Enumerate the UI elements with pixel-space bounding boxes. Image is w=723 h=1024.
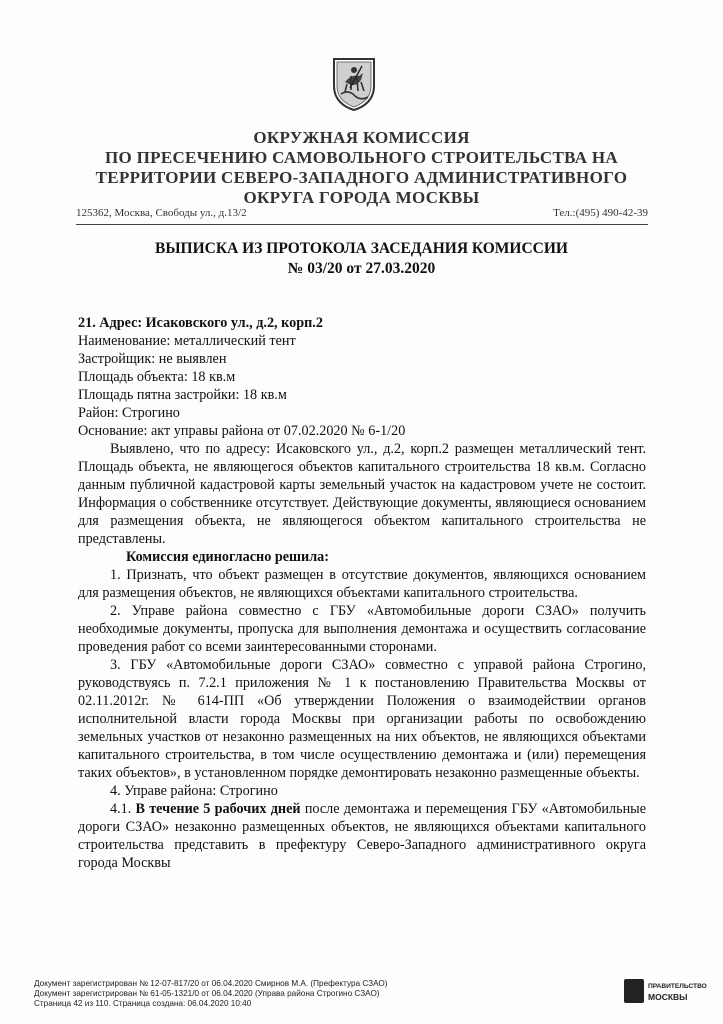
moscow-coat-of-arms-icon: [331, 56, 377, 112]
document-title: ВЫПИСКА ИЗ ПРОТОКОЛА ЗАСЕДАНИЯ КОМИССИИ: [155, 240, 568, 257]
decision-2: 2. Управе района совместно с ГБУ «Автомобильные дороги СЗАО» получить необходимые документы, пропуска для выполнения демонтажа и осуществить согласование проведения работ со всеми заинтересованными сторонами.: [78, 603, 646, 655]
decision-4-1-text: после демонтажа и перемещения ГБУ «Автомобильные дороги СЗАО» незаконно размещенных объектов, не являющихся объектами капитального строительства представить в префектуру Северо-Западного административного округа города Москвы: [78, 801, 646, 871]
item-developer: Застройщик: не выявлен: [78, 351, 227, 367]
item-spot-area: Площадь пятна застройки: 18 кв.м: [78, 387, 287, 403]
commission-title-line-3: ТЕРРИТОРИИ СЕВЕРО-ЗАПАДНОГО АДМИНИСТРАТИВНОГО: [95, 168, 628, 187]
item-basis: Основание: акт управы района от 07.02.2020 № 6-1/20: [78, 423, 406, 439]
moscow-government-logo-icon: [624, 979, 644, 1003]
finding-paragraph: Выявлено, что по адресу: Исаковского ул., д.2, корп.2 размещен металлический тент. Площадь объекта, не являющегося объектов капитального строительства 18 кв.м. Согласно данным публичной кадастровой карты земельный участок на кадастровом учете не состоит. Информация о собственнике отсутствует. Действующие документы, являющиеся основанием для размещения объекта, не являющегося объектом капитального строительства не представлены.: [78, 441, 646, 547]
letterhead-address: 125362, Москва, Свободы ул., д.13/2: [76, 207, 247, 219]
decision-4: 4. Управе района: Строгино: [110, 783, 278, 799]
page-info: Страница 42 из 110. Страница создана: 06.04.2020 10:40: [34, 999, 252, 1008]
item-area: Площадь объекта: 18 кв.м: [78, 369, 236, 385]
commission-title-line-4: ОКРУГА ГОРОДА МОСКВЫ: [243, 188, 480, 207]
protocol-number: № 03/20 от 27.03.2020: [287, 260, 436, 277]
moscow-government-badge: [624, 977, 718, 1017]
decision-4-1-number: 4.1.: [110, 801, 132, 817]
commission-title-line-1: ОКРУЖНАЯ КОМИССИЯ: [253, 128, 470, 147]
item-district: Район: Строгино: [78, 405, 180, 421]
letterhead-phone: Тел.:(495) 490-42-39: [553, 207, 648, 219]
registration-line-1: Документ зарегистрирован № 12-07-817/20 от 06.04.2020 Смирнов М.А. (Префектура СЗАО): [34, 979, 388, 988]
badge-top-text: ПРАВИТЕЛЬСТВО: [648, 983, 707, 990]
decision-4-1-deadline: В течение 5 рабочих дней: [135, 801, 301, 817]
commission-title-line-2: ПО ПРЕСЕЧЕНИЮ САМОВОЛЬНОГО СТРОИТЕЛЬСТВА НА: [105, 148, 618, 167]
registration-footer: [34, 979, 387, 1009]
decision-4-1: [78, 800, 646, 872]
decision-heading: Комиссия единогласно решила:: [126, 549, 329, 565]
badge-bottom-text: МОСКВЫ: [648, 992, 688, 1002]
registration-line-2: Документ зарегистрирован № 61-05-1321/0 от 06.04.2020 (Управа района Строгино СЗАО): [34, 989, 380, 998]
decision-1: 1. Признать, что объект размещен в отсутствие документов, являющихся основанием для размещения объектов, не являющихся объектами капитального строительства.: [78, 567, 646, 601]
decision-3: 3. ГБУ «Автомобильные дороги СЗАО» совместно с управой района Строгино, руководствуясь п. 7.2.1 приложения № 1 к постановлению Правительства Москвы от 02.11.2012г. № 614-ПП «Об утверждении Положения о взаимодействии органов исполнительной власти города Москвы при организации работы по освобождению земельных участков от незаконно размещенных на них объектов, не являющихся объектами капитального строительства, в том числе осуществлению демонтажа и (или) перемещения таких объектов», в установленном порядке демонтировать незаконно размещенные объекты.: [78, 657, 646, 781]
header-divider: [76, 224, 648, 225]
item-heading: 21. Адрес: Исаковского ул., д.2, корп.2: [78, 315, 323, 331]
document-body: [78, 440, 646, 872]
item-name: Наименование: металлический тент: [78, 333, 296, 349]
